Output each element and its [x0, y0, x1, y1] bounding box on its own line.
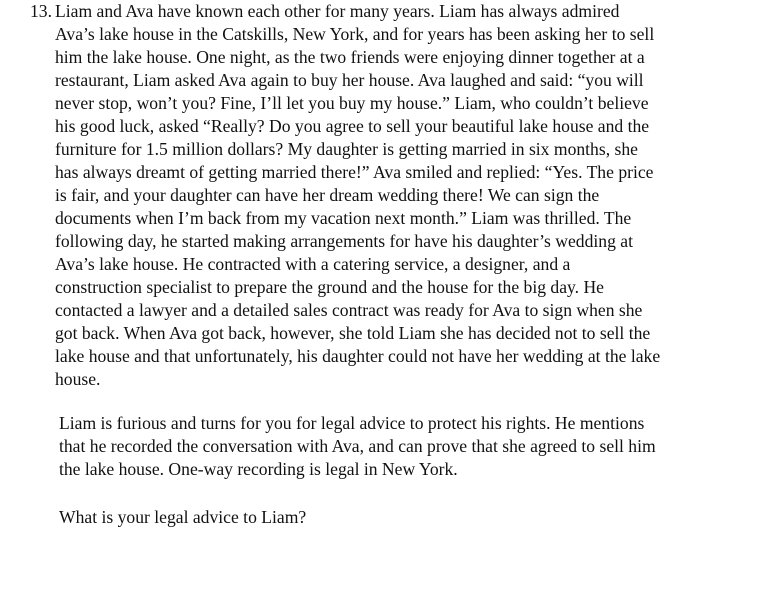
- scenario-line: is fair, and your daughter can have her dream wedding there! We can sign the: [55, 185, 600, 205]
- scenario-line: Ava’s lake house in the Catskills, New York, and for years has been asking her to sell: [55, 24, 655, 44]
- followup-paragraph: [59, 412, 754, 481]
- followup-line: the lake house. One-way recording is legal in New York.: [59, 459, 458, 479]
- scenario-line: house.: [55, 369, 101, 389]
- final-question: What is your legal advice to Liam?: [59, 507, 307, 527]
- question-13: [30, 0, 758, 391]
- followup-text: [59, 412, 754, 481]
- question-scenario-text: [55, 0, 757, 391]
- question-number: 13.: [30, 1, 52, 21]
- scenario-line: contacted a lawyer and a detailed sales contract was ready for Ava to sign when she: [55, 300, 643, 320]
- scenario-line: never stop, won’t you? Fine, I’ll let you buy my house.” Liam, who couldn’t believe: [55, 93, 649, 113]
- scenario-line: Ava’s lake house. He contracted with a catering service, a designer, and a: [55, 254, 571, 274]
- scenario-line: lake house and that unfortunately, his daughter could not have her wedding at the lake: [55, 346, 661, 366]
- followup-line: Liam is furious and turns for you for legal advice to protect his rights. He mentions: [59, 413, 645, 433]
- scenario-line: documents when I’m back from my vacation next month.” Liam was thrilled. The: [55, 208, 632, 228]
- scenario-line: him the lake house. One night, as the two friends were enjoying dinner together at a: [55, 47, 645, 67]
- scenario-line: got back. When Ava got back, however, she told Liam she has decided not to sell the: [55, 323, 651, 343]
- scenario-line: following day, he started making arrangements for have his daughter’s wedding at: [55, 231, 633, 251]
- scenario-line: restaurant, Liam asked Ava again to buy her house. Ava laughed and said: “you will: [55, 70, 644, 90]
- scenario-line: Liam and Ava have known each other for many years. Liam has always admired: [55, 1, 620, 21]
- followup-line: that he recorded the conversation with Ava, and can prove that she agreed to sell him: [59, 436, 656, 456]
- scenario-line: has always dreamt of getting married there!” Ava smiled and replied: “Yes. The price: [55, 162, 654, 182]
- scenario-paragraph: [55, 0, 757, 391]
- scenario-line: furniture for 1.5 million dollars? My daughter is getting married in six months, she: [55, 139, 638, 159]
- scenario-line: construction specialist to prepare the ground and the house for the big day. He: [55, 277, 604, 297]
- scenario-line: his good luck, asked “Really? Do you agree to sell your beautiful lake house and the: [55, 116, 650, 136]
